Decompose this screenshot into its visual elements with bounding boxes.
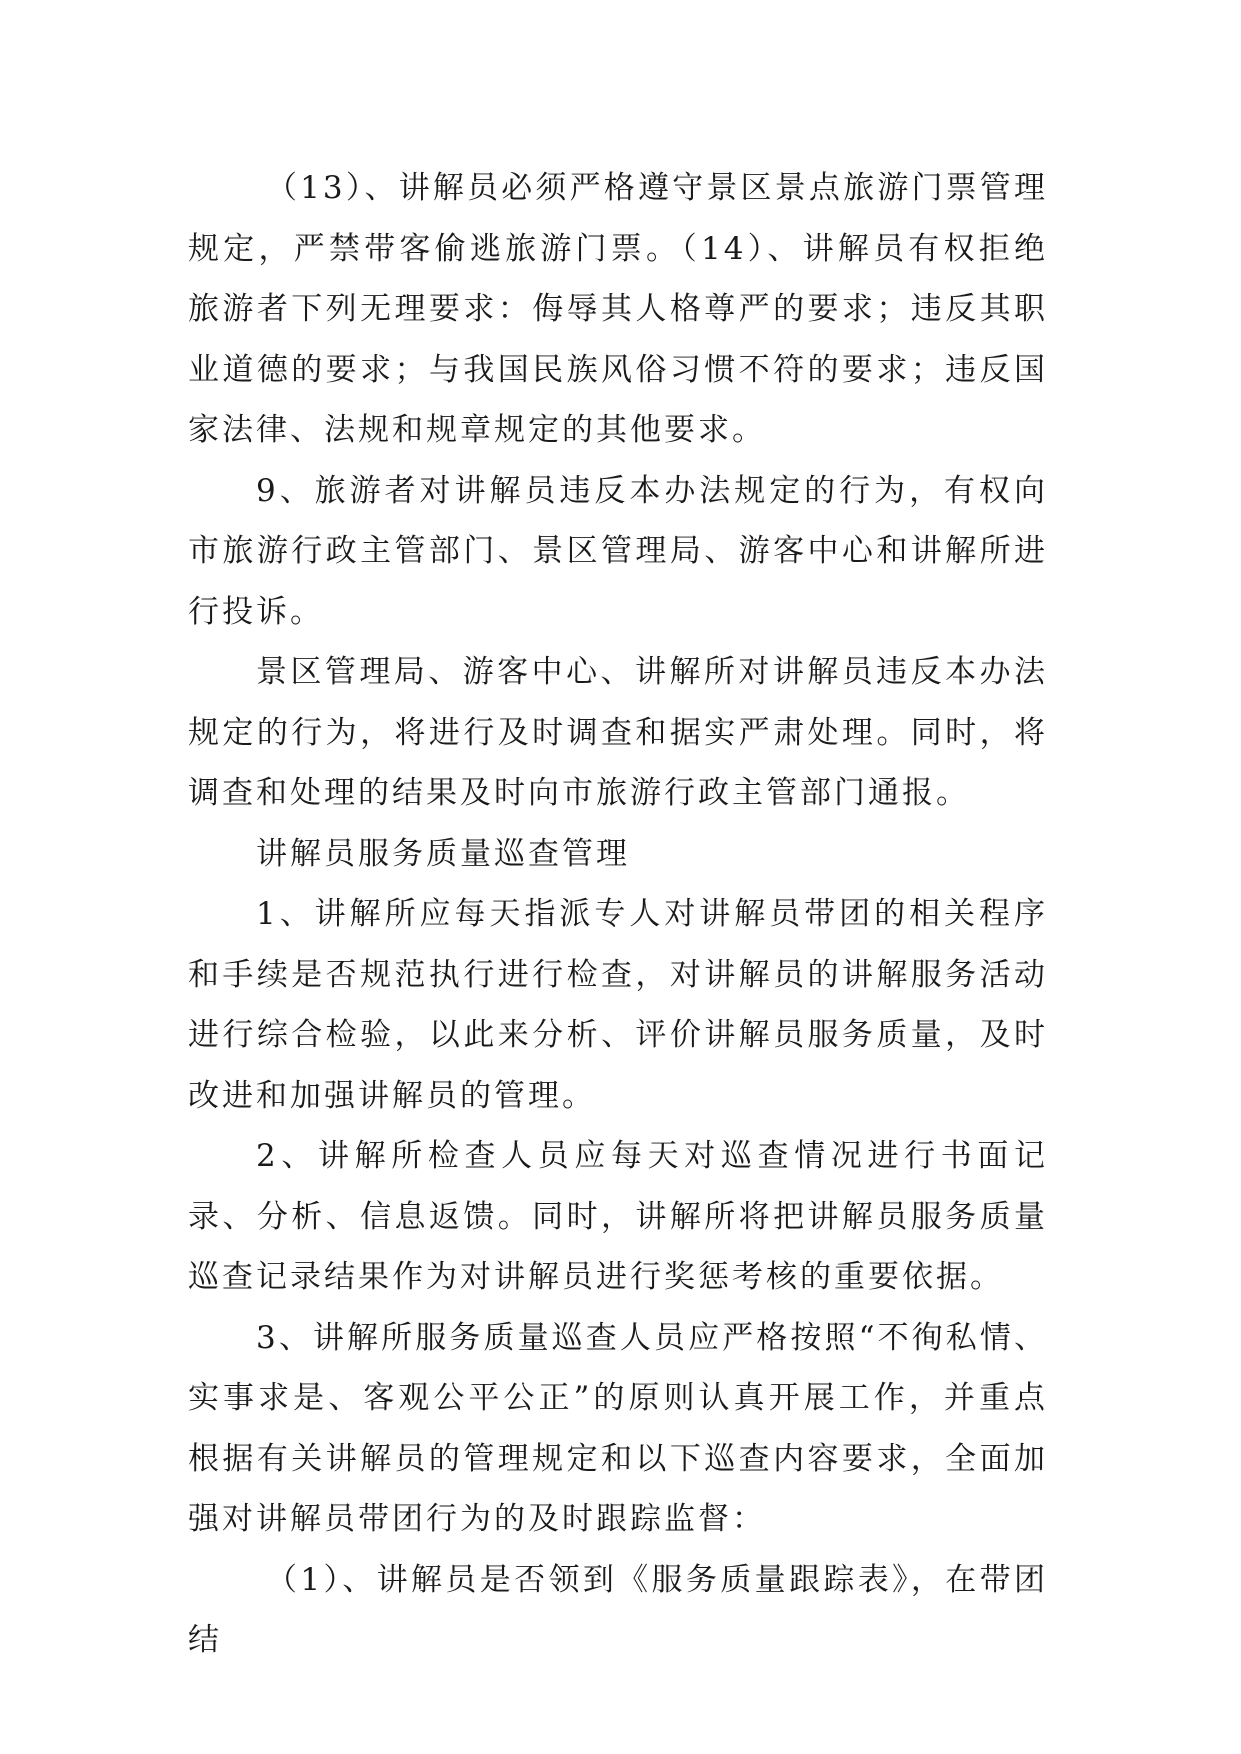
paragraph-item-9: 9、旅游者对讲解员违反本办法规定的行为，有权向市旅游行政主管部门、景区管理局、游客中心和讲解所进行投诉。 — [188, 472, 1048, 630]
section-heading: 讲解员服务质量巡查管理 — [256, 835, 630, 872]
paragraph-subitem-1: （1）、讲解员是否领到《服务质量跟踪表》，在带团结 — [188, 1561, 1048, 1658]
paragraph-investigation: 景区管理局、游客中心、讲解所对讲解员违反本办法规定的行为，将进行及时调查和据实严肃处理。同时，将调查和处理的结果及时向市旅游行政主管部门通报。 — [188, 654, 1048, 811]
document-page — [188, 158, 1048, 1671]
paragraph-inspection-1: 1、讲解所应每天指派专人对讲解员带团的相关程序和手续是否规范执行进行检查，对讲解员的讲解服务活动进行综合检验，以此来分析、评价讲解员服务质量，及时改进和加强讲解员的管理。 — [188, 896, 1048, 1114]
paragraph-rule-13-14: （13）、讲解员必须严格遵守景区景点旅游门票管理规定，严禁带客偷逃旅游门票。（14）、讲解员有权拒绝旅游者下列无理要求：侮辱其人格尊严的要求；违反其职业道德的要求；与我国民族风俗习惯不符的要求；违反国家法律、法规和规章规定的其他要求。 — [188, 170, 1048, 448]
paragraph-inspection-3: 3、讲解所服务质量巡查人员应严格按照“不徇私情、实事求是、客观公平公正”的原则认真开展工作，并重点根据有关讲解员的管理规定和以下巡查内容要求，全面加强对讲解员带团行为的及时跟踪监督： — [188, 1319, 1048, 1537]
paragraph-inspection-2: 2、讲解所检查人员应每天对巡查情况进行书面记录、分析、信息返馈。同时，讲解所将把讲解员服务质量巡查记录结果作为对讲解员进行奖惩考核的重要依据。 — [188, 1138, 1048, 1295]
